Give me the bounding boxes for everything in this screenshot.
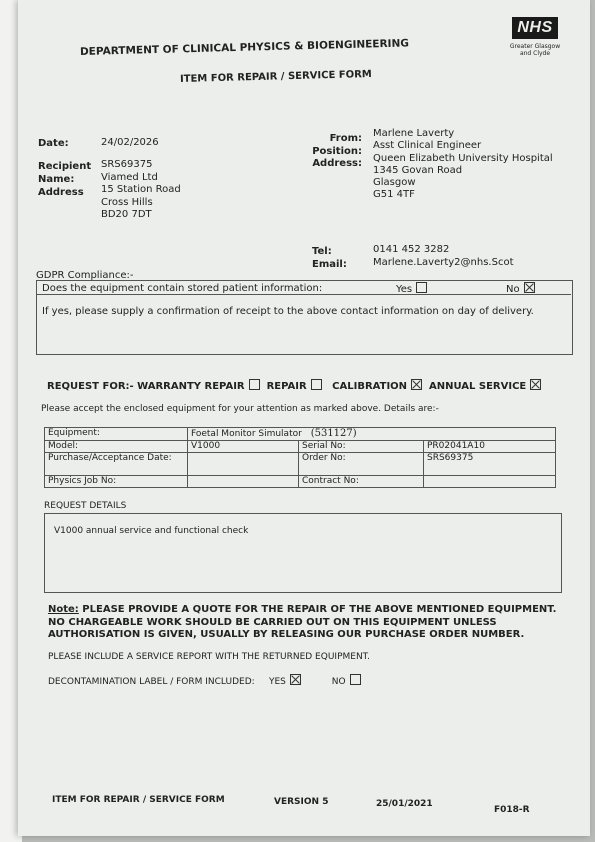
calibration-checkbox[interactable]: [411, 379, 422, 390]
form-title: ITEM FOR REPAIR / SERVICE FORM: [179, 68, 372, 85]
recipient-name-1: SRS69375: [101, 159, 153, 170]
nhs-logo: NHS: [512, 17, 558, 39]
tel-value: 0141 452 3282: [373, 244, 450, 255]
request-instructions: Please accept the enclosed equipment for your attention as marked above. Details are:-: [41, 404, 439, 414]
decon-yes-checkbox[interactable]: [290, 674, 301, 685]
decon-yes-label: YES: [268, 677, 286, 687]
logo-subtitle-line2: and Clyde: [519, 50, 551, 57]
table-row: [45, 476, 556, 488]
table-row: [45, 428, 556, 441]
recipient-name-2: Viamed Ltd: [101, 171, 158, 183]
email-label: Email:: [312, 259, 347, 270]
order-label-cell: Order No:: [299, 453, 424, 476]
sender-address-1: Queen Elizabeth University Hospital: [373, 152, 553, 164]
sender-position: Asst Clinical Engineer: [373, 140, 482, 152]
warranty-checkbox[interactable]: [249, 379, 260, 390]
nhs-logo-subtitle: [500, 43, 570, 57]
physics-label-cell: Physics Job No:: [45, 476, 188, 488]
logo-subtitle-line1: Greater Glasgow: [509, 43, 561, 50]
tel-label: Tel:: [312, 246, 332, 257]
sender-address-4: G51 4TF: [373, 189, 415, 201]
contract-label-cell: Contract No:: [299, 476, 424, 488]
gdpr-no-label: No: [506, 284, 520, 295]
sender-labels: [312, 133, 362, 171]
gdpr-yes-label: Yes: [396, 284, 413, 295]
gdpr-yes-option[interactable]: [396, 282, 427, 295]
recipient-label-2: Name:: [38, 174, 75, 185]
equipment-value: Foetal Monitor Simulator: [191, 429, 302, 439]
request-details-heading: REQUEST DETAILS: [44, 501, 127, 511]
model-value-cell: V1000: [188, 441, 299, 453]
footer-code: F018-R: [494, 805, 530, 815]
request-for-label: REQUEST FOR:-: [47, 381, 134, 392]
date-value: 24/02/2026: [101, 137, 159, 148]
position-label: Position:: [312, 145, 362, 157]
equipment-handwritten-id: (531127): [310, 428, 357, 439]
recipient-address-1: 15 Station Road: [101, 184, 181, 195]
equipment-table: [44, 427, 556, 488]
table-row: [45, 441, 556, 453]
sender-address-2: 1345 Govan Road: [373, 164, 463, 176]
decon-no-label: NO: [331, 677, 346, 687]
email-value: Marlene.Laverty2@nhs.Scot: [373, 257, 514, 268]
equipment-label-cell: Equipment:: [45, 428, 188, 441]
gdpr-heading: GDPR Compliance:-: [36, 270, 134, 281]
decontamination-row: [48, 674, 361, 687]
recipient-address-3: BD20 7DT: [101, 209, 152, 220]
quote-note: [48, 604, 558, 642]
annual-service-checkbox[interactable]: [530, 379, 541, 390]
sender-name: Marlene Laverty: [373, 128, 455, 139]
footer-version: VERSION 5: [274, 797, 329, 807]
request-details-text: V1000 annual service and functional check: [54, 526, 249, 536]
sender-address-3: Glasgow: [373, 177, 416, 189]
contact-labels: [312, 245, 348, 271]
footer-form-name: ITEM FOR REPAIR / SERVICE FORM: [52, 795, 225, 805]
purchase-value-cell[interactable]: [188, 453, 299, 476]
warranty-label: WARRANTY REPAIR: [137, 381, 245, 392]
annual-service-label: ANNUAL SERVICE: [429, 381, 527, 392]
gdpr-question: Does the equipment contain stored patient information:: [42, 283, 323, 294]
decon-no-checkbox[interactable]: [350, 674, 361, 685]
sender-values: [373, 128, 553, 202]
gdpr-note: If yes, please supply a confirmation of receipt to the above contact information on day of delivery.: [42, 306, 534, 317]
department-title: DEPARTMENT OF CLINICAL PHYSICS & BIOENGINEERING: [79, 37, 410, 58]
equipment-value-cell: [188, 428, 556, 441]
physics-value-cell[interactable]: [188, 476, 299, 488]
request-details-box[interactable]: [44, 513, 562, 593]
note-text: PLEASE PROVIDE A QUOTE FOR THE REPAIR OF THE ABOVE MENTIONED EQUIPMENT. NO CHARGEABLE WORK SHOULD BE CARRIED OUT ON THIS EQUIPMENT UNLESS AUTHORISATION IS GIVEN, USUALLY BY RELEASING OUR PURCHASE ORDER NUMBER.: [48, 604, 557, 640]
form-sheet: [18, 0, 590, 836]
contact-values: [373, 243, 514, 269]
repair-checkbox[interactable]: [311, 379, 322, 390]
gdpr-no-option[interactable]: [506, 282, 535, 295]
serial-value-cell: PR02041A10: [424, 441, 556, 453]
purchase-label-cell: Purchase/Acceptance Date:: [45, 453, 188, 476]
service-report-note: PLEASE INCLUDE A SERVICE REPORT WITH THE RETURNED EQUIPMENT.: [48, 652, 370, 662]
recipient-values: [101, 159, 181, 222]
sender-address-label: Address:: [312, 158, 362, 169]
recipient-address-2: Cross Hills: [101, 196, 153, 208]
request-for-row: [47, 379, 541, 392]
from-label: From:: [329, 133, 362, 144]
order-value-cell: SRS69375: [424, 453, 556, 476]
recipient-labels: [38, 160, 91, 199]
serial-label-cell: Serial No:: [299, 441, 424, 453]
gdpr-yes-checkbox[interactable]: [416, 282, 427, 293]
model-label-cell: Model:: [45, 441, 188, 453]
note-label: Note:: [48, 604, 79, 615]
decon-label: DECONTAMINATION LABEL / FORM INCLUDED:: [48, 677, 255, 687]
gdpr-no-checkbox[interactable]: [524, 282, 535, 293]
date-label: Date:: [38, 138, 69, 149]
contract-value-cell[interactable]: [424, 476, 556, 488]
address-label: Address: [38, 187, 84, 198]
table-row: [45, 453, 556, 476]
recipient-label-1: Recipient: [38, 161, 92, 172]
repair-label: REPAIR: [266, 381, 307, 392]
footer-date: 25/01/2021: [376, 799, 433, 809]
calibration-label: CALIBRATION: [332, 381, 408, 392]
